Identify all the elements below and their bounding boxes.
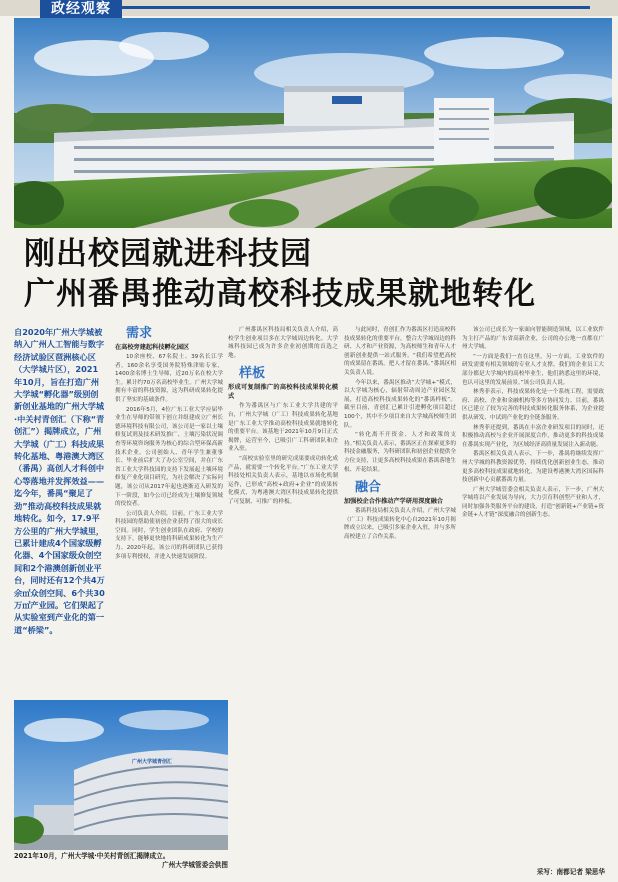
paragraph: 番禺区相关负责人表示，下一步，番禺将继续发挥广州大学城的科教资源优势，持续优化创新创业生态，推动更多高校科技成果就地转化，为建设粤港澳大湾区国际科技创新中心贡献番禺力量。 [462, 451, 604, 484]
paragraph: 2016年5月，4位广东工业大学应届毕业生在导师的带领下创立并组建成立广州长德环境科技有限公司，该公司是一家以土壤修复试剂及技术研发推广、土壤污染状况调查等环境咨询服务为核心的综合型环保高新技术企业。公司创始人、青年学生兼董事长、毕业前后扩大了办公室空间，并在广东省工业大学科技园的支持下发展起土壤环境修复产业化项目研究，为社会解决了实际问题，该公司从2017年起也逐渐迈入研发的下一阶段，如今公司已经成为土壤修复领域的佼佼者。 [115, 406, 223, 508]
paragraph: 作为番禺区与广东工业大学共建的平台，广州大学城（广工）科技成果转化基地是广东工业大学推动高校科技成果就地转化的重要平台。该基地于2021年10月9日正式揭牌，运营至今，已吸引广工科研团队和企业入驻。 [228, 403, 338, 453]
qingchuanghui-building-photo [14, 700, 228, 850]
paragraph: 公司负责人介绍，目前，广东工业大学科技园的帮助使初创企业获得了很大的成长空间。同时，学生创业团队在政府、学校的支持下，能够更快地将科研成果转化为生产力。2020年起，该公司的科研团队已获得多项专利授权，并进入快速发展阶段。 [115, 510, 223, 560]
section-title-model: 样板 [239, 366, 266, 382]
paragraph: 林秀菲表示，科技成果转化是一个系统工程，需要政府、高校、企业和金融机构等多方协同发力。目前，番禺区已建立了较为完善的科技成果转化服务体系，为企业提供从研发、中试到产业化的全链条服务。 [462, 389, 604, 421]
paragraph: “转化离不开资金、人才和政策的支持。”相关负责人表示，番禺区正在探索更多的科技金融服务，为科研团队和初创企业提供全方位支持，让更多高校科技成果在番禺落地生根、开花结果。 [344, 432, 456, 473]
section-subtitle-need: 在高校旁建起科技孵化园区 [115, 344, 190, 351]
column-1 [115, 326, 223, 562]
author-credit: 采写：南都记者 梁思华 [536, 868, 605, 876]
section-subtitle-model: 形成可复制推广的高校科技成果转化模式 [228, 384, 338, 401]
photo-caption [14, 852, 228, 870]
hero-photo-building [14, 18, 612, 228]
paragraph: “一方面是我们一直在这里，另一方面，工业软件的研发需要有相关领域的专业人才支撑。我们的企业员工大部分都是大学城内的高校毕业生，他们熟悉这里的环境，也认可这里的发展前景。”该公司负责人说。 [462, 353, 604, 386]
column-3 [344, 326, 456, 542]
paragraph: 今年以来，番禺区推动“大学城+”模式，以大学城为核心，辐射带动周边产业园区发展，打造高校科技成果转化的“番禺样板”。截至目前，青创汇已累计引进孵化项目超过100个，其中不少项目来自大学城高校师生团队。 [344, 379, 456, 429]
section-title-need: 需求 [126, 326, 153, 341]
headline-line-2: 广州番禺推动高校科技成果就地转化 [24, 276, 536, 312]
header-stripe [120, 6, 590, 9]
paragraph: 广州番禺区科技局相关负责人介绍，高校学生创业项目多在大学城周边转化。大学城科技园已成为许多企业初创期的首选之地。 [228, 327, 338, 359]
column-2 [228, 326, 338, 508]
headline-line-1: 刚出校园就进科技园 [24, 236, 312, 272]
paragraph: 10余座校、67名院士、39名长江学者，160余名享受国务院特殊津贴专家，1400余名博士生导师，近20万名在校大学生。累计约70万名高校毕业生。广州大学城拥有丰富的科技资源，这为科研成果转化提供了坚实的基础条件。 [115, 354, 223, 403]
section-subtitle-merge: 加强校企合作推动产学研用深度融合 [344, 498, 443, 506]
building-sign-text: 广州大学城青创汇 [132, 759, 173, 765]
caption-source: 广州大学城管委会供图 [162, 861, 228, 869]
paragraph: 与此同时，青创汇作为番禺区打造高校科技成果转化的重要平台，整合大学城周边的科研、人才和产业资源，为高校师生和青年人才创新创业提供一站式服务。“我们希望把高校的成果留在番禺，把人才留在番禺。”番禺区相关负责人说。 [344, 327, 456, 376]
column-4 [462, 326, 604, 521]
lead-sidebar: 自2020年广州大学城被纳入广州人工智能与数字经济试验区琶洲核心区（大学城片区），2021年10月，旨在打造广州大学城“孵化器”级别创新创业基地的广州大学城·中关村青创汇（下称“青创汇”）揭牌成立，广州大学城（广工）科技成果转化基地、粤港澳大湾区（番禺）高创人才科创中心等落地并发挥效益——迄今年，番禺“聚足了劲”推动高校科技成果就地转化。如今，17.9平方公里的广州大学城里，已累计建成4个国家级孵化器、4个国家级众创空间和2个港澳创新创业平台，同时还有12个共4万余㎡众创空间、6个共30万㎡产业园。它们架起了从实验室到产业化的第一道“桥梁”。 [14, 327, 105, 635]
paragraph: 林秀菲还提到，番禺在丰富企业研发项目的同时，还积极推动高校与企业开展深度合作，推动更多的科技成果在番禺实现产业化，为区域经济高质量发展注入新动能。 [462, 424, 604, 448]
section-tag: 政经观察 [40, 0, 122, 18]
paragraph: 番禺科技局相关负责人介绍，广州大学城（广工）科技成果转化中心自2021年10月揭牌成立以来，已吸引多家企业入驻，并与多所高校建立了合作关系。 [344, 508, 456, 540]
section-title-merge: 融合 [355, 480, 382, 496]
article-headline [24, 234, 604, 314]
paragraph: “高校实验室里的研究成果要成功转化成产品，就需要一个转化平台。”广东工业大学科技处相关负责人表示，基地以市场化机制运作，已形成“高校+政府+企业”的成果转化模式，为粤港澳大湾区科技成果转化提供了可复制、可推广的样板。 [228, 455, 338, 505]
caption-text: 2021年10月，广州大学城·中关村青创汇揭牌成立。 [14, 852, 170, 860]
paragraph: 该公司已成长为一家面向智能制造领域，以工业软件为主打产品的广东省高新企业，公司的办公地一直都在广州大学城。 [462, 327, 604, 351]
paragraph: 广州大学城管委会相关负责人表示，下一步，广州大学城将以产业发展为导向，大力引育科创型产业和人才，同时加强各类服务平台的建设，打造“创新链+产业链+资金链+人才链”深度融合的创新生态。 [462, 486, 604, 519]
